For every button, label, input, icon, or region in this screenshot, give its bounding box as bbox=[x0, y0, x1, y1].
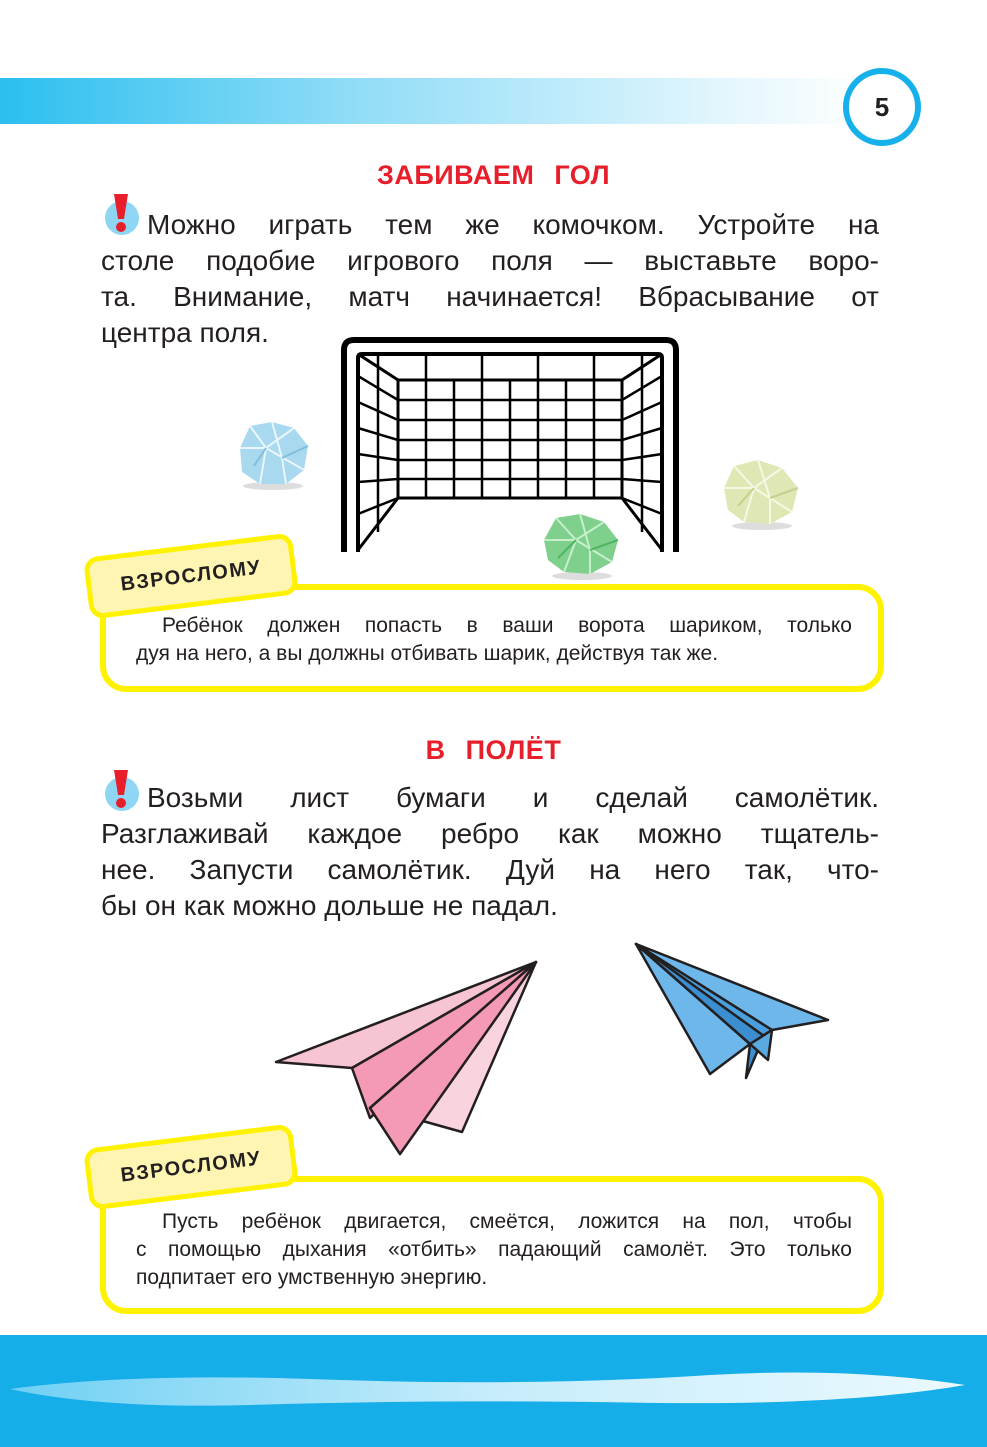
adult-note-line: с помощью дыхания «отбить» падающий самолёт. Это только bbox=[136, 1238, 852, 1261]
paragraph-line: столе подобие игрового поля — выставьте воро- bbox=[101, 245, 879, 276]
paragraph-line: Разглаживай каждое ребро как можно тщатель- bbox=[101, 818, 879, 849]
header-band bbox=[0, 78, 870, 124]
paper-ball-icon bbox=[232, 418, 314, 490]
paragraph-line: Возьми лист бумаги и сделай самолётик. bbox=[147, 782, 879, 813]
paper-ball-icon bbox=[538, 510, 622, 580]
adult-tag: ВЗРОСЛОМУ bbox=[83, 532, 299, 619]
adult-note-line: подпитает его умственную энергию. bbox=[136, 1266, 488, 1289]
section-title-goal: ЗАБИВАЕМ ГОЛ bbox=[376, 160, 611, 190]
adult-note-text bbox=[106, 1182, 878, 1292]
paragraph-line: Можно играть тем же комочком. Устройте на bbox=[147, 209, 879, 240]
adult-note-line: дуя на него, а вы должны отбивать шарик, действуя так же. bbox=[136, 642, 719, 665]
paragraph-line: бы он как можно дольше не падал. bbox=[101, 890, 558, 921]
adult-note-line: Ребёнок должен попасть в ваши ворота шариком, только bbox=[162, 614, 852, 637]
paper-ball-icon bbox=[718, 456, 802, 530]
paragraph-line: нее. Запусти самолётик. Дуй на него так, что- bbox=[101, 854, 879, 885]
flight-paragraph bbox=[101, 780, 879, 924]
paragraph-line: та. Внимание, матч начинается! Вбрасывание от bbox=[101, 281, 879, 312]
goal-paragraph bbox=[101, 207, 879, 351]
adult-note-box bbox=[100, 1176, 884, 1314]
soccer-goal-icon bbox=[340, 336, 680, 556]
adult-note-line: Пусть ребёнок двигается, смеётся, ложится на пол, чтобы bbox=[162, 1210, 852, 1233]
section-title-flight: В ПОЛЁТ bbox=[425, 735, 562, 765]
adult-tag: ВЗРОСЛОМУ bbox=[83, 1123, 299, 1210]
page-number: 5 bbox=[843, 68, 921, 146]
paper-plane-icon bbox=[272, 958, 542, 1158]
paragraph-line: центра поля. bbox=[101, 317, 269, 348]
footer-wave bbox=[10, 1365, 965, 1413]
paper-plane-icon bbox=[632, 940, 832, 1082]
